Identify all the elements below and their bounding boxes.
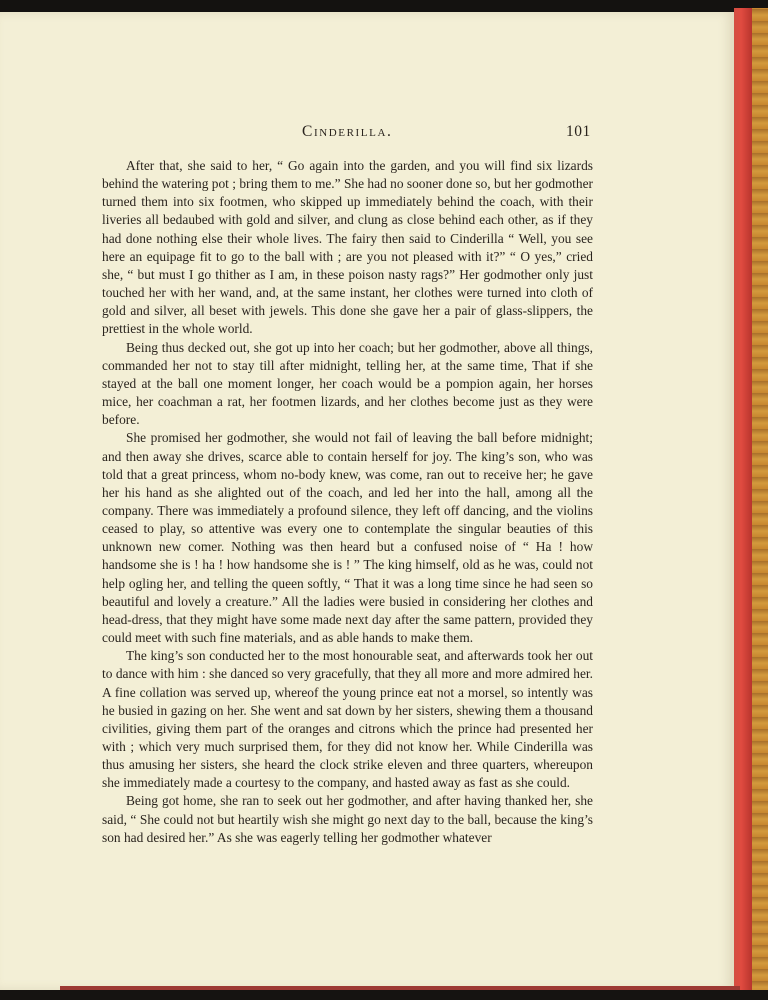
body-text — [102, 157, 593, 847]
paragraph: After that, she said to her, “ Go again into the garden, and you will find six lizards behind the watering pot ; bring them to me.” She had no sooner done so, but her godmother turned them into six footmen, who skipped up immediately behind the coach, with their liveries all bedaubed with gold and silver, and clung as close behind each other, as if they had done nothing else their whole lives. The fairy then said to Cinderilla “ Well, you see here an equipage fit to go to the ball with ; are you not pleased with it?” “ O yes,” cried she, “ but must I go thither as I am, in these poison nasty rags?” Her godmother only just touched her with her wand, and, at the same instant, her clothes were turned into cloth of gold and silver, all beset with jewels. This done she gave her a pair of glass-slippers, the prettiest in the whole world. — [102, 158, 593, 337]
book-page-edge — [734, 8, 752, 993]
page-number: 101 — [566, 123, 591, 140]
paragraph: Being got home, she ran to seek out her godmother, and after having thanked her, she said, “ She could not but heartily wish she might go next day to the ball, because the king’s son had desired her.” As she was eagerly telling her godmother whatever — [102, 793, 593, 845]
book-bottom-edge — [60, 986, 740, 990]
scan-background-bottom — [0, 990, 768, 1000]
running-head: Cinderilla. — [302, 123, 393, 140]
book-cover-edge — [752, 8, 768, 993]
paragraph: The king’s son conducted her to the most honourable seat, and afterwards took her out to dance with him : she danced so very gracefully, that they all more and more admired her. A fine collation was served up, whereof the young prince eat not a morsel, so intently was he busied in gazing on her. She went and sat down by her sisters, shewing them a thousand civilities, giving them part of the oranges and citrons which the prince had presented her with ; which very much surprised them, for they did not know her. While Cinderilla was thus amusing her sisters, she heard the clock strike eleven and three quarters, whereupon she immediately made a courtesy to the company, and hasted away as fast as she could. — [102, 648, 593, 791]
paragraph: She promised her godmother, she would not fail of leaving the ball before midnight; and then away she drives, scarce able to contain herself for joy. The king’s son, who was told that a great princess, whom no-body knew, was come, ran out to receive her; he gave her his hand as she alighted out of the coach, and led her into the hall, among all the company. There was immediately a profound silence, they left off dancing, and the violins ceased to play, so attentive was every one to contemplate the singular beauties of this unknown new comer. Nothing was then heard but a confused noise of “ Ha ! how handsome she is ! ha ! how handsome she is ! ” The king himself, old as he was, could not help ogling her, and telling the queen softly, “ That it was a long time since he had seen so beautiful and lovely a creature.” All the ladies were busied in considering her clothes and head-dress, that they might have some made next day after the same pattern, provided they could meet with such fine materials, and as able hands to make them. — [102, 430, 593, 646]
book-page — [0, 12, 734, 990]
paragraph: Being thus decked out, she got up into her coach; but her godmother, above all things, commanded her not to stay till after midnight, telling her, at the same time, That if she stayed at the ball one moment longer, her coach would be a pompion again, her horses mice, her coachman a rat, her footmen lizards, and her clothes become just as they were before. — [102, 339, 593, 428]
